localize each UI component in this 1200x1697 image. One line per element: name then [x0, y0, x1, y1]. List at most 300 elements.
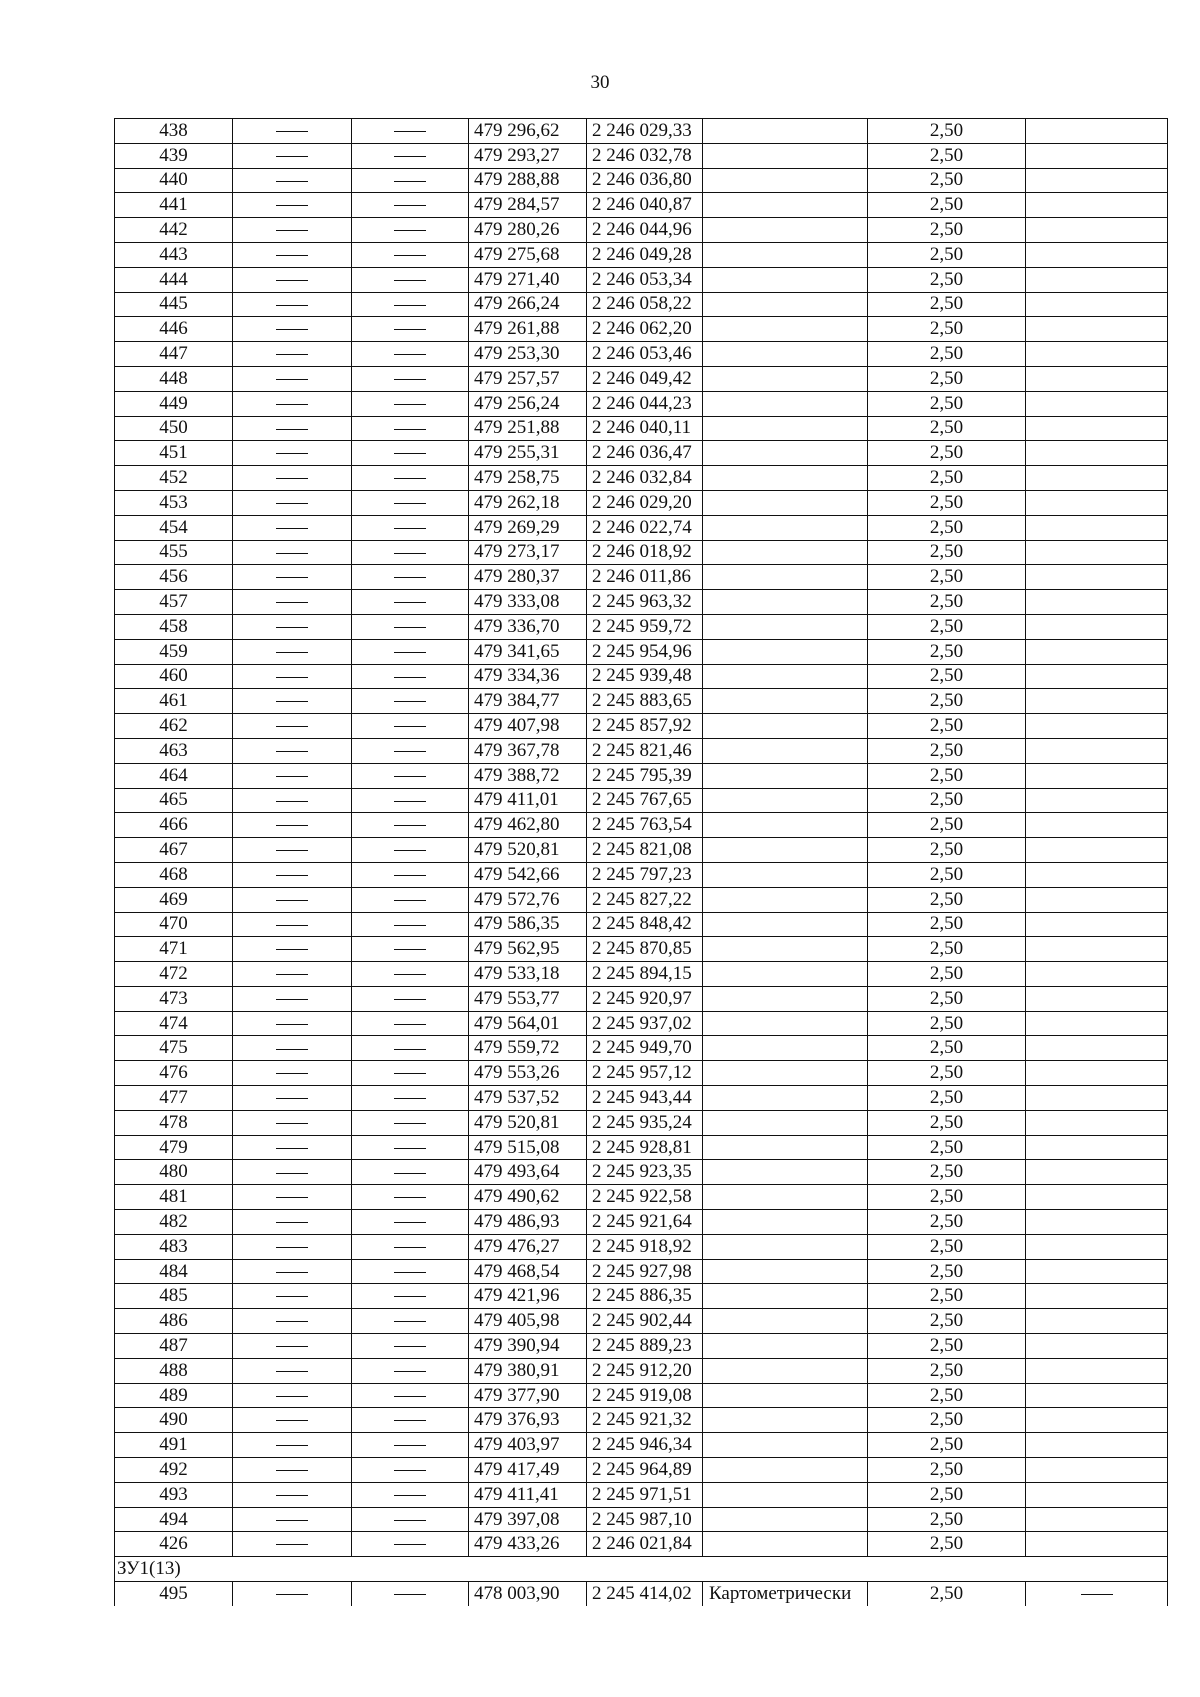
cell-coord-y: 2 245 964,89	[587, 1458, 703, 1483]
cell-coord-y: 2 245 921,32	[587, 1408, 703, 1433]
cell-old-y	[352, 366, 469, 391]
table-row	[115, 292, 1168, 317]
dash-mark	[394, 825, 426, 826]
table-row	[115, 515, 1168, 540]
cell-coord-x: 479 380,91	[469, 1358, 587, 1383]
cell-method	[703, 887, 868, 912]
cell-old-x	[233, 342, 352, 367]
cell-note	[1026, 342, 1168, 367]
dash-mark	[276, 354, 308, 355]
cell-coord-y: 2 245 821,46	[587, 738, 703, 763]
cell-note	[1026, 714, 1168, 739]
cell-old-x	[233, 1210, 352, 1235]
cell-old-x	[233, 1135, 352, 1160]
dash-mark	[394, 478, 426, 479]
cell-coord-y: 2 246 018,92	[587, 540, 703, 565]
cell-method	[703, 1110, 868, 1135]
table-row	[115, 366, 1168, 391]
cell-old-y	[352, 242, 469, 267]
cell-accuracy: 2,50	[868, 1408, 1026, 1433]
cell-old-x	[233, 218, 352, 243]
cell-old-y	[352, 689, 469, 714]
cell-point-number: 486	[115, 1309, 233, 1334]
cell-old-y	[352, 1086, 469, 1111]
cell-old-y	[352, 639, 469, 664]
cell-method	[703, 1036, 868, 1061]
cell-coord-x: 479 559,72	[469, 1036, 587, 1061]
cell-old-x	[233, 466, 352, 491]
cell-method	[703, 1532, 868, 1557]
cell-old-y	[352, 1061, 469, 1086]
cell-accuracy: 2,50	[868, 565, 1026, 590]
dash-mark	[276, 1197, 308, 1198]
cell-method	[703, 466, 868, 491]
cell-coord-x: 479 490,62	[469, 1185, 587, 1210]
cell-accuracy: 2,50	[868, 1135, 1026, 1160]
cell-note	[1026, 416, 1168, 441]
coordinates-table	[114, 118, 1168, 1606]
cell-old-x	[233, 1433, 352, 1458]
dash-mark	[394, 379, 426, 380]
dash-mark	[276, 156, 308, 157]
cell-old-x	[233, 1234, 352, 1259]
cell-old-y	[352, 466, 469, 491]
cell-old-y	[352, 1482, 469, 1507]
cell-method	[703, 1234, 868, 1259]
cell-accuracy: 2,50	[868, 242, 1026, 267]
dash-mark	[394, 949, 426, 950]
cell-note	[1026, 267, 1168, 292]
cell-old-x	[233, 1036, 352, 1061]
cell-note	[1026, 937, 1168, 962]
cell-point-number: 466	[115, 813, 233, 838]
cell-old-y	[352, 763, 469, 788]
cell-old-x	[233, 1458, 352, 1483]
cell-note	[1026, 1086, 1168, 1111]
cell-note	[1026, 738, 1168, 763]
table-row	[115, 1011, 1168, 1036]
cell-old-y	[352, 1582, 469, 1606]
table-row	[115, 1234, 1168, 1259]
cell-note	[1026, 1358, 1168, 1383]
cell-accuracy: 2,50	[868, 986, 1026, 1011]
cell-accuracy: 2,50	[868, 1234, 1026, 1259]
table-row	[115, 218, 1168, 243]
cell-old-x	[233, 1061, 352, 1086]
cell-point-number: 459	[115, 639, 233, 664]
dash-mark	[276, 999, 308, 1000]
dash-mark	[276, 900, 308, 901]
cell-point-number: 438	[115, 119, 233, 144]
cell-method	[703, 986, 868, 1011]
cell-old-x	[233, 788, 352, 813]
dash-mark	[276, 602, 308, 603]
cell-point-number: 470	[115, 912, 233, 937]
dash-mark	[276, 305, 308, 306]
cell-old-x	[233, 763, 352, 788]
cell-old-y	[352, 1358, 469, 1383]
cell-old-y	[352, 714, 469, 739]
cell-coord-y: 2 246 022,74	[587, 515, 703, 540]
cell-coord-x: 479 533,18	[469, 962, 587, 987]
table-row	[115, 714, 1168, 739]
cell-accuracy: 2,50	[868, 193, 1026, 218]
cell-old-y	[352, 119, 469, 144]
cell-accuracy: 2,50	[868, 1334, 1026, 1359]
cell-coord-x: 479 462,80	[469, 813, 587, 838]
cell-accuracy: 2,50	[868, 590, 1026, 615]
cell-point-number: 480	[115, 1160, 233, 1185]
cell-old-y	[352, 218, 469, 243]
cell-old-x	[233, 887, 352, 912]
table-row	[115, 1284, 1168, 1309]
cell-coord-x: 479 403,97	[469, 1433, 587, 1458]
cell-note	[1026, 391, 1168, 416]
cell-accuracy: 2,50	[868, 1086, 1026, 1111]
cell-note	[1026, 1408, 1168, 1433]
dash-mark	[394, 701, 426, 702]
dash-mark	[394, 1098, 426, 1099]
cell-accuracy: 2,50	[868, 1582, 1026, 1606]
cell-old-y	[352, 1408, 469, 1433]
table-row	[115, 416, 1168, 441]
dash-mark	[394, 1049, 426, 1050]
dash-mark	[276, 974, 308, 975]
cell-coord-x: 479 269,29	[469, 515, 587, 540]
cell-coord-y: 2 245 886,35	[587, 1284, 703, 1309]
cell-old-y	[352, 1507, 469, 1532]
cell-accuracy: 2,50	[868, 342, 1026, 367]
cell-old-x	[233, 441, 352, 466]
cell-method	[703, 1507, 868, 1532]
dash-mark	[276, 1247, 308, 1248]
cell-point-number: 485	[115, 1284, 233, 1309]
cell-note	[1026, 986, 1168, 1011]
cell-point-number: 494	[115, 1507, 233, 1532]
cell-point-number: 472	[115, 962, 233, 987]
cell-accuracy: 2,50	[868, 1036, 1026, 1061]
cell-note	[1026, 1284, 1168, 1309]
table-row	[115, 962, 1168, 987]
cell-accuracy: 2,50	[868, 1482, 1026, 1507]
cell-accuracy: 2,50	[868, 267, 1026, 292]
table-row	[115, 540, 1168, 565]
table-row	[115, 1086, 1168, 1111]
cell-coord-y: 2 246 058,22	[587, 292, 703, 317]
cell-method	[703, 1358, 868, 1383]
table-row	[115, 1383, 1168, 1408]
table-row	[115, 1433, 1168, 1458]
cell-accuracy: 2,50	[868, 1259, 1026, 1284]
cell-note	[1026, 887, 1168, 912]
dash-mark	[276, 1520, 308, 1521]
dash-mark	[276, 1420, 308, 1421]
cell-point-number: 491	[115, 1433, 233, 1458]
cell-old-x	[233, 1532, 352, 1557]
cell-method	[703, 1011, 868, 1036]
dash-mark	[394, 156, 426, 157]
cell-coord-y: 2 245 921,64	[587, 1210, 703, 1235]
cell-old-x	[233, 639, 352, 664]
dash-mark	[276, 329, 308, 330]
cell-accuracy: 2,50	[868, 292, 1026, 317]
cell-accuracy: 2,50	[868, 441, 1026, 466]
dash-mark	[394, 329, 426, 330]
cell-coord-x: 479 405,98	[469, 1309, 587, 1334]
dash-mark	[394, 1197, 426, 1198]
cell-coord-y: 2 245 821,08	[587, 838, 703, 863]
dash-mark	[394, 255, 426, 256]
cell-note	[1026, 1507, 1168, 1532]
cell-note	[1026, 962, 1168, 987]
cell-old-x	[233, 1160, 352, 1185]
cell-method	[703, 416, 868, 441]
dash-mark	[394, 900, 426, 901]
cell-point-number: 473	[115, 986, 233, 1011]
cell-method	[703, 1383, 868, 1408]
dash-mark	[276, 1222, 308, 1223]
cell-note	[1026, 143, 1168, 168]
cell-accuracy: 2,50	[868, 738, 1026, 763]
cell-accuracy: 2,50	[868, 689, 1026, 714]
cell-note	[1026, 218, 1168, 243]
dash-mark	[394, 1148, 426, 1149]
cell-old-y	[352, 1234, 469, 1259]
cell-coord-y: 2 246 011,86	[587, 565, 703, 590]
table-row	[115, 664, 1168, 689]
table-row	[115, 119, 1168, 144]
dash-mark	[276, 776, 308, 777]
cell-note	[1026, 1458, 1168, 1483]
table-row	[115, 391, 1168, 416]
dash-mark	[394, 1544, 426, 1545]
cell-coord-x: 479 417,49	[469, 1458, 587, 1483]
cell-old-y	[352, 813, 469, 838]
cell-coord-y: 2 245 797,23	[587, 862, 703, 887]
cell-old-x	[233, 1185, 352, 1210]
cell-accuracy: 2,50	[868, 366, 1026, 391]
cell-coord-x: 479 486,93	[469, 1210, 587, 1235]
cell-note	[1026, 1210, 1168, 1235]
cell-coord-y: 2 246 044,23	[587, 391, 703, 416]
table-row	[115, 1210, 1168, 1235]
table-row	[115, 242, 1168, 267]
table-row	[115, 1334, 1168, 1359]
cell-coord-y: 2 246 040,87	[587, 193, 703, 218]
dash-mark	[276, 1396, 308, 1397]
dash-mark	[276, 205, 308, 206]
table-row	[115, 1507, 1168, 1532]
cell-old-y	[352, 1011, 469, 1036]
cell-coord-y: 2 245 883,65	[587, 689, 703, 714]
cell-note	[1026, 838, 1168, 863]
dash-mark	[276, 677, 308, 678]
cell-coord-y: 2 245 857,92	[587, 714, 703, 739]
cell-note	[1026, 193, 1168, 218]
cell-old-x	[233, 143, 352, 168]
dash-mark	[276, 379, 308, 380]
cell-coord-x: 479 266,24	[469, 292, 587, 317]
cell-method	[703, 490, 868, 515]
table-row	[115, 614, 1168, 639]
cell-old-y	[352, 1036, 469, 1061]
table-row	[115, 887, 1168, 912]
cell-point-number: 443	[115, 242, 233, 267]
dash-mark	[394, 1321, 426, 1322]
cell-old-x	[233, 937, 352, 962]
cell-coord-x: 479 411,01	[469, 788, 587, 813]
dash-mark	[276, 528, 308, 529]
cell-old-x	[233, 1110, 352, 1135]
cell-note	[1026, 1582, 1168, 1606]
cell-old-x	[233, 614, 352, 639]
cell-point-number: 478	[115, 1110, 233, 1135]
cell-old-y	[352, 1185, 469, 1210]
cell-accuracy: 2,50	[868, 763, 1026, 788]
cell-note	[1026, 1061, 1168, 1086]
cell-accuracy: 2,50	[868, 317, 1026, 342]
table-row	[115, 1458, 1168, 1483]
cell-old-x	[233, 714, 352, 739]
cell-point-number: 476	[115, 1061, 233, 1086]
cell-method: Картометрически	[703, 1582, 868, 1606]
cell-method	[703, 614, 868, 639]
cell-accuracy: 2,50	[868, 1532, 1026, 1557]
dash-mark	[276, 1321, 308, 1322]
dash-mark	[276, 1073, 308, 1074]
dash-mark	[276, 1346, 308, 1347]
cell-accuracy: 2,50	[868, 912, 1026, 937]
cell-old-x	[233, 1086, 352, 1111]
cell-accuracy: 2,50	[868, 143, 1026, 168]
cell-coord-x: 479 377,90	[469, 1383, 587, 1408]
cell-old-x	[233, 1309, 352, 1334]
table-row	[115, 862, 1168, 887]
cell-point-number: 448	[115, 366, 233, 391]
cell-accuracy: 2,50	[868, 540, 1026, 565]
cell-old-y	[352, 862, 469, 887]
cell-method	[703, 1160, 868, 1185]
cell-note	[1026, 168, 1168, 193]
cell-old-x	[233, 1284, 352, 1309]
cell-note	[1026, 565, 1168, 590]
cell-coord-x: 479 476,27	[469, 1234, 587, 1259]
cell-accuracy: 2,50	[868, 119, 1026, 144]
cell-old-x	[233, 515, 352, 540]
cell-note	[1026, 1334, 1168, 1359]
cell-method	[703, 738, 868, 763]
cell-coord-x: 479 334,36	[469, 664, 587, 689]
dash-mark	[276, 850, 308, 851]
cell-coord-x: 479 493,64	[469, 1160, 587, 1185]
cell-method	[703, 292, 868, 317]
cell-old-y	[352, 590, 469, 615]
cell-note	[1026, 1110, 1168, 1135]
cell-old-x	[233, 242, 352, 267]
cell-note	[1026, 1234, 1168, 1259]
cell-method	[703, 242, 868, 267]
cell-coord-y: 2 245 912,20	[587, 1358, 703, 1383]
dash-mark	[394, 503, 426, 504]
cell-method	[703, 937, 868, 962]
cell-coord-x: 479 257,57	[469, 366, 587, 391]
table-row	[115, 1036, 1168, 1061]
dash-mark	[394, 1520, 426, 1521]
table-row	[115, 813, 1168, 838]
cell-old-y	[352, 937, 469, 962]
cell-old-x	[233, 416, 352, 441]
cell-coord-x: 479 515,08	[469, 1135, 587, 1160]
cell-coord-y: 2 245 889,23	[587, 1334, 703, 1359]
dash-mark	[276, 230, 308, 231]
dash-mark	[394, 305, 426, 306]
cell-point-number: 441	[115, 193, 233, 218]
cell-note	[1026, 1433, 1168, 1458]
cell-accuracy: 2,50	[868, 1185, 1026, 1210]
dash-mark	[394, 726, 426, 727]
dash-mark	[394, 751, 426, 752]
cell-note	[1026, 788, 1168, 813]
cell-coord-x: 479 520,81	[469, 838, 587, 863]
dash-mark	[394, 1396, 426, 1397]
cell-coord-y: 2 245 987,10	[587, 1507, 703, 1532]
cell-note	[1026, 590, 1168, 615]
cell-note	[1026, 515, 1168, 540]
cell-old-y	[352, 317, 469, 342]
cell-accuracy: 2,50	[868, 813, 1026, 838]
dash-mark	[276, 825, 308, 826]
cell-accuracy: 2,50	[868, 614, 1026, 639]
cell-coord-x: 479 261,88	[469, 317, 587, 342]
cell-note	[1026, 441, 1168, 466]
cell-point-number: 477	[115, 1086, 233, 1111]
cell-method	[703, 317, 868, 342]
cell-accuracy: 2,50	[868, 862, 1026, 887]
dash-mark	[394, 1495, 426, 1496]
dash-mark	[394, 776, 426, 777]
cell-coord-y: 2 245 767,65	[587, 788, 703, 813]
cell-old-x	[233, 689, 352, 714]
cell-coord-y: 2 246 053,46	[587, 342, 703, 367]
cell-accuracy: 2,50	[868, 1284, 1026, 1309]
cell-old-y	[352, 1160, 469, 1185]
cell-accuracy: 2,50	[868, 1507, 1026, 1532]
cell-coord-y: 2 246 029,20	[587, 490, 703, 515]
cell-old-y	[352, 962, 469, 987]
dash-mark	[394, 553, 426, 554]
cell-coord-x: 479 255,31	[469, 441, 587, 466]
cell-old-x	[233, 1582, 352, 1606]
cell-coord-x: 479 376,93	[469, 1408, 587, 1433]
cell-old-x	[233, 292, 352, 317]
cell-point-number: 426	[115, 1532, 233, 1557]
dash-mark	[276, 280, 308, 281]
dash-mark	[394, 1371, 426, 1372]
table-row	[115, 1408, 1168, 1433]
cell-old-y	[352, 887, 469, 912]
table-body	[115, 119, 1168, 1606]
dash-mark	[276, 255, 308, 256]
dash-mark	[394, 1222, 426, 1223]
cell-coord-y: 2 246 036,47	[587, 441, 703, 466]
cell-coord-x: 479 333,08	[469, 590, 587, 615]
cell-coord-y: 2 245 894,15	[587, 962, 703, 987]
cell-coord-y: 2 245 918,92	[587, 1234, 703, 1259]
dash-mark	[394, 602, 426, 603]
dash-mark	[276, 1123, 308, 1124]
cell-coord-x: 479 280,37	[469, 565, 587, 590]
cell-point-number: 460	[115, 664, 233, 689]
